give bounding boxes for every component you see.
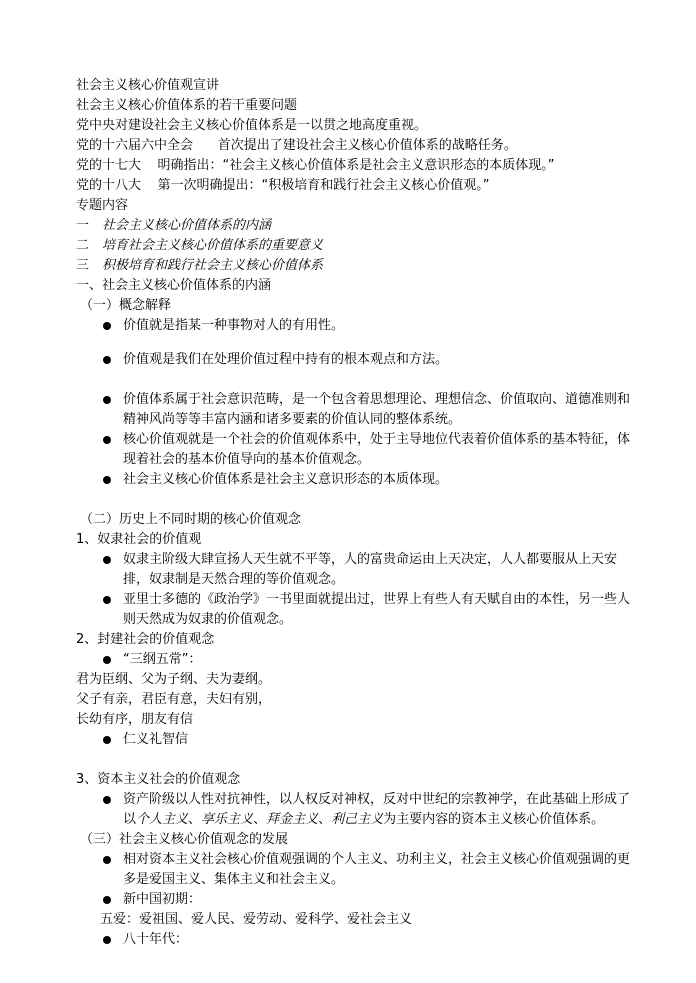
intro-line: 党的十六届六中全会 首次提出了建设社会主义核心价值体系的战略任务。 <box>76 138 517 153</box>
subsection-heading: 1、奴隶社会的价值观 <box>76 532 202 547</box>
topic-number: 三 <box>76 258 90 273</box>
subsection-heading: 3、资本主义社会的价值观念 <box>76 772 241 787</box>
part-heading: （一）概念解释 <box>80 298 172 313</box>
list-item: 奴隶主阶级大肆宣扬人天生就不平等，人的富贵命运由上天决定，人人都要服从上天安排，奴隶制是天然合理的等价值观念。 <box>76 550 636 590</box>
list-item: 新中国初期： <box>76 890 636 910</box>
subsection-heading: 2、封建社会的价值观念 <box>76 632 215 647</box>
text-line: 父子有亲，君臣有意，夫妇有别， <box>76 692 272 707</box>
intro-line: 党的十八大 第一次明确提出：“积极培育和践行社会主义核心价值观。” <box>76 178 490 193</box>
separator: 、 <box>253 812 267 827</box>
topics-heading: 专题内容 <box>76 198 129 213</box>
list-item <box>76 790 636 830</box>
list-item: 仁义礼智信 <box>76 730 636 750</box>
list-item: 价值体系属于社会意识范畴，是一个包含着思想理论、理想信念、价值取向、道德准则和精神风尚等等丰富内涵和诸多要素的价值认同的整体系统。 <box>76 390 636 430</box>
emphasis-text: 享乐主义 <box>201 812 254 827</box>
part-heading: （二）历史上不同时期的核心价值观念 <box>80 512 302 527</box>
list-item: 价值观是我们在处理价值过程中持有的根本观点和方法。 <box>76 350 636 370</box>
separator: 、 <box>318 812 332 827</box>
topic-item <box>76 216 636 236</box>
topic-number: 一 <box>76 218 90 233</box>
doc-subtitle: 社会主义核心价值体系的若干重要问题 <box>76 98 298 113</box>
emphasis-text: 利己主义 <box>331 812 384 827</box>
list-item: 价值就是指某一种事物对人的有用性。 <box>76 316 636 336</box>
text-line: 长幼有序，朋友有信 <box>76 712 194 727</box>
list-item: 亚里士多德的《政治学》一书里面就提出过，世界上有些人有天赋自由的本性，另一些人则天然成为奴隶的价值观念。 <box>76 590 636 630</box>
list-item: 相对资本主义社会核心价值观强调的个人主义、功利主义，社会主义核心价值观强调的更多是爱国主义、集体主义和社会主义。 <box>76 850 636 890</box>
emphasis-text: 个人主义 <box>136 812 189 827</box>
list-item: “三纲五常”： <box>76 650 636 670</box>
topic-item <box>76 256 636 276</box>
topic-number: 二 <box>76 238 90 253</box>
topic-text: 社会主义核心价值体系的内涵 <box>102 218 272 233</box>
text-line: 五爱：爱祖国、爱人民、爱劳动、爱科学、爱社会主义 <box>100 912 413 927</box>
section-heading: 一、社会主义核心价值体系的内涵 <box>76 278 272 293</box>
intro-line: 党中央对建设社会主义核心价值体系是一以贯之地高度重视。 <box>76 118 428 133</box>
list-item: 社会主义核心价值体系是社会主义意识形态的本质体现。 <box>76 470 636 490</box>
emphasis-text: 拜金主义 <box>266 812 319 827</box>
document-body <box>76 76 636 950</box>
list-item: 核心价值观就是一个社会的价值观体系中，处于主导地位代表着价值体系的基本特征，体现着社会的基本价值导向的基本价值观念。 <box>76 430 636 470</box>
part-heading: （三）社会主义核心价值观念的发展 <box>80 832 289 847</box>
topic-text: 培育社会主义核心价值体系的重要意义 <box>102 238 324 253</box>
intro-line: 党的十七大 明确指出：“社会主义核心价值体系是社会主义意识形态的本质体现。” <box>76 158 555 173</box>
topic-text: 积极培育和践行社会主义核心价值体系 <box>102 258 324 273</box>
text-run: 为主要内容的资本主义核心价值体系。 <box>383 812 605 827</box>
text-line: 君为臣纲、父为子纲、夫为妻纲。 <box>76 672 272 687</box>
text-run: 资产阶级以人性对抗神性，以人权反对神权，反对中世纪的宗教神学，在此基础上形成了以 <box>123 792 631 827</box>
list-item: 八十年代： <box>76 930 636 950</box>
topic-item <box>76 236 636 256</box>
separator: 、 <box>188 812 202 827</box>
doc-title: 社会主义核心价值观宣讲 <box>76 78 220 93</box>
